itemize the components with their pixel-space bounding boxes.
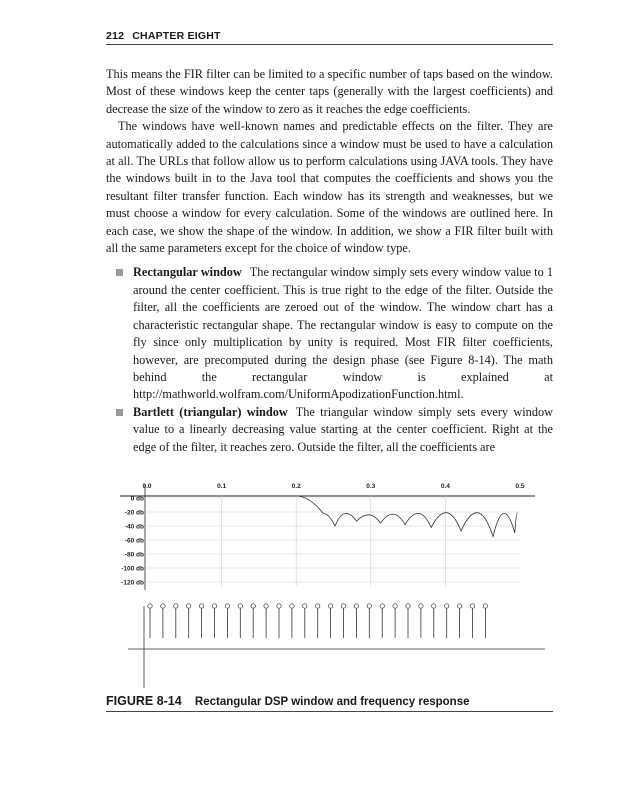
window-tap-marker (380, 604, 384, 608)
window-tap-marker (238, 604, 242, 608)
window-tap-marker (445, 604, 449, 608)
window-tap-marker (212, 604, 216, 608)
window-tap-marker (341, 604, 345, 608)
window-tap-marker (457, 604, 461, 608)
figure-label: FIGURE 8-14 (106, 694, 182, 708)
window-tap-marker (303, 604, 307, 608)
window-tap-marker (419, 604, 423, 608)
x-tick-label: 0.0 (142, 483, 152, 490)
window-tap-marker (225, 604, 229, 608)
window-tap-marker (483, 604, 487, 608)
list-item (106, 264, 553, 403)
square-bullet-icon (116, 269, 123, 276)
chapter-title: CHAPTER EIGHT (132, 30, 221, 42)
square-bullet-icon (116, 409, 123, 416)
window-tap-marker (316, 604, 320, 608)
frequency-response-curve (296, 496, 517, 537)
window-tap-marker (174, 604, 178, 608)
window-tap-marker (367, 604, 371, 608)
window-tap-marker (432, 604, 436, 608)
rectangular-window-text: The rectangular window simply sets every window value to 1 around the center coefficient. This is true right to the edge of the filter. Outside the filter, all the coefficients are zeroed out of the window. The window chart has a characteristic rectangular shape. The rectangular window is easy to compute on the fly since only multiplication by unity is required. Most FIR filter coefficients, however, are precomputed during the design phase (see Figure 8-14). The math behind the rectangular window is explained at http://mathworld.wolfram.com/UniformApodizationFunction.html. (133, 265, 553, 402)
figure-8-14 (120, 478, 550, 690)
x-tick-label: 0.5 (515, 483, 525, 490)
x-tick-label: 0.2 (291, 483, 301, 490)
window-tap-marker (251, 604, 255, 608)
window-tap-marker (470, 604, 474, 608)
window-tap-marker (199, 604, 203, 608)
window-tap-marker (354, 604, 358, 608)
window-tap-marker (264, 604, 268, 608)
paragraph-2: The windows have well-known names and predictable effects on the filter. They are automatically added to the calculations since a window must be used to have a calculation at all. The URLs that follow allow us to perform calculations using JAVA tools. They have the windows built in to the Java tool that computes the coefficients and shows you the resultant filter transfer function. Each window has its strength and weaknesses, but we must choose a window for every calculation. Some of the windows are outlined here. In each case, we show the shape of the window. In addition, we show a FIR filter built with all the same parameters except for the choice of window type. (106, 119, 553, 256)
y-tick-label: -100 db (121, 565, 144, 573)
window-tap-marker (148, 604, 152, 608)
x-tick-label: 0.1 (217, 483, 227, 490)
window-list (106, 264, 553, 455)
window-tap-marker (328, 604, 332, 608)
window-tap-marker (406, 604, 410, 608)
bartlett-window-text: The triangular window simply sets every window value to a linearly decreasing value starting at the center coefficient. Right at the edge of the filter, it reaches zero. Outside the filter, all the coefficients are (133, 404, 553, 454)
window-tap-marker (161, 604, 165, 608)
window-tap-marker (290, 604, 294, 608)
y-tick-label: 0 db (130, 495, 144, 503)
window-tap-marker (277, 604, 281, 608)
window-tap-marker (187, 604, 191, 608)
window-tap-marker (393, 604, 397, 608)
x-tick-label: 0.3 (366, 483, 376, 490)
y-tick-label: -80 db (124, 551, 144, 559)
body-text (106, 66, 553, 456)
term-rectangular-window: Rectangular window (133, 265, 242, 280)
x-tick-label: 0.4 (440, 483, 450, 490)
y-tick-label: -60 db (124, 537, 144, 545)
figure-caption-text: Rectangular DSP window and frequency response (194, 696, 470, 708)
y-tick-label: -120 db (121, 579, 144, 587)
y-tick-label: -20 db (124, 509, 144, 517)
y-tick-label: -40 db (124, 523, 144, 531)
paragraph-1: This means the FIR filter can be limited to a specific number of taps based on the window. Most of these windows keep the center taps (generally with the largest coefficients) and decrease the size of the window to zero as it reaches the edge coefficients. (106, 67, 553, 116)
list-item (106, 404, 553, 456)
page-number: 212 (106, 30, 125, 42)
rectangular-window-chart (120, 478, 550, 690)
running-header (106, 30, 553, 45)
term-bartlett-window: Bartlett (triangular) window (133, 404, 288, 419)
figure-caption (106, 694, 553, 712)
